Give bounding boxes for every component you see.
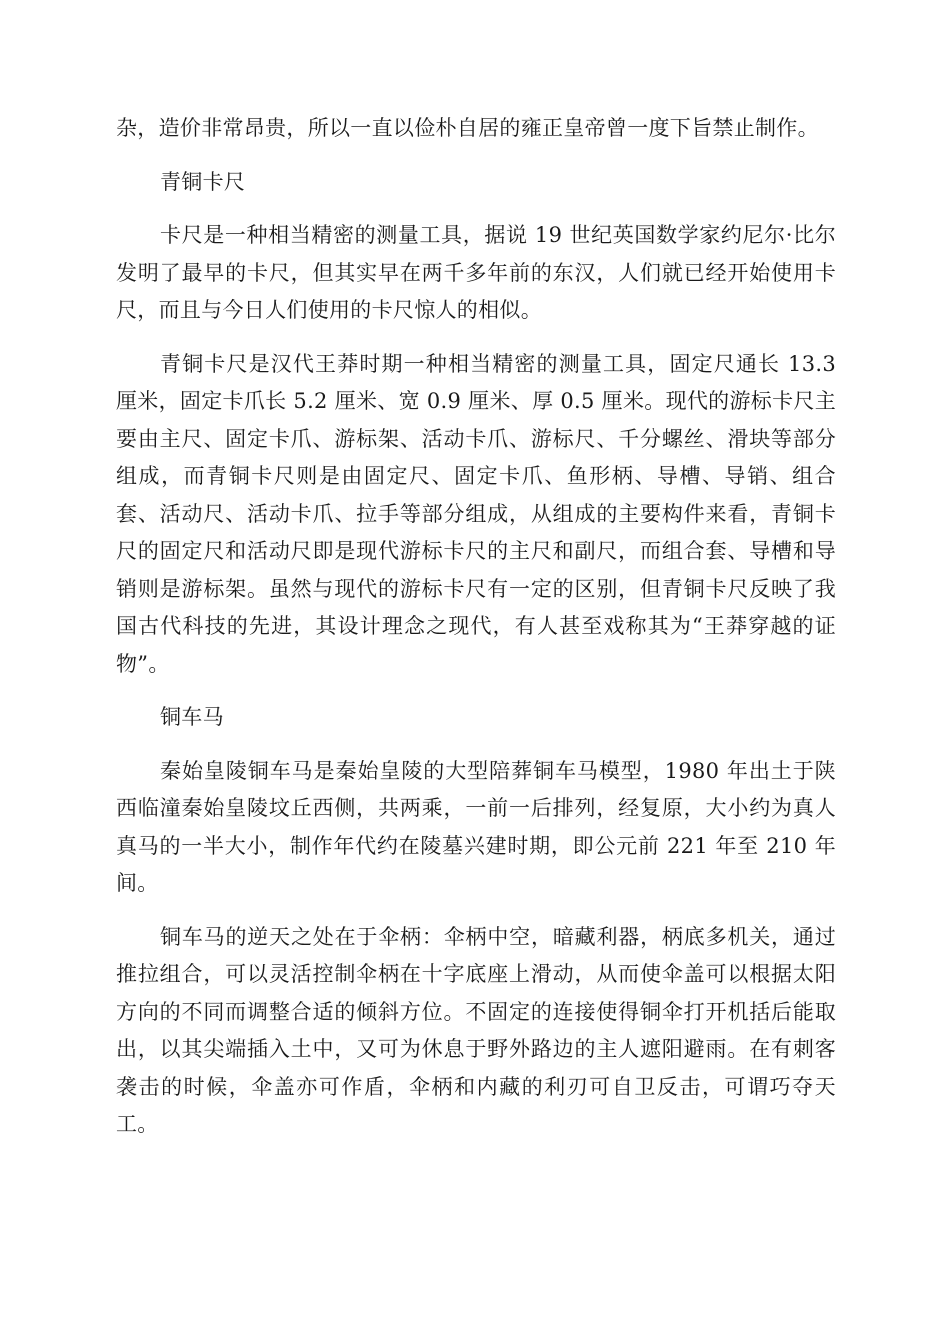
continuation-paragraph: 杂，造价非常昂贵，所以一直以俭朴自居的雍正皇帝曾一度下旨禁止制作。 <box>116 116 819 140</box>
paragraph-caliper-intro: 卡尺是一种相当精密的测量工具，据说 19 世纪英国数学家约尼尔·比尔发明了最早的卡尺，但其实早在两千多年前的东汉，人们就已经开始使用卡尺，而且与今日人们使用的卡尺惊人的相似。 <box>116 223 836 322</box>
paragraph-chariot-umbrella: 铜车马的逆天之处在于伞柄：伞柄中空，暗藏利器，柄底多机关，通过推拉组合，可以灵活控制伞柄在十字底座上滑动，从而使伞盖可以根据太阳方向的不同而调整合适的倾斜方位。不固定的连接使得铜伞打开机括后能取出，以其尖端插入土中，又可为休息于野外路边的主人遮阳避雨。在有刺客袭击的时候，伞盖亦可作盾，伞柄和内藏的利刃可自卫反击，可谓巧夺天工。 <box>116 924 836 1136</box>
section-heading-bronze-caliper: 青铜卡尺 <box>160 169 246 194</box>
document-body <box>116 110 836 1160</box>
paragraph-caliper-detail: 青铜卡尺是汉代王莽时期一种相当精密的测量工具，固定尺通长 13.3 厘米，固定卡爪长 5.2 厘米、宽 0.9 厘米、厚 0.5 厘米。现代的游标卡尺主要由主尺、固定卡爪、游标架、活动卡爪、游标尺、千分螺丝、滑块等部分组成，而青铜卡尺则是由固定尺、固定卡爪、鱼形柄、导槽、导销、组合套、活动尺、活动卡爪、拉手等部分组成，从组成的主要构件来看，青铜卡尺的固定尺和活动尺即是现代游标卡尺的主尺和副尺，而组合套、导槽和导销则是游标架。虽然与现代的游标卡尺有一定的区别，但青铜卡尺反映了我国古代科技的先进，其设计理念之现代，有人甚至戏称其为“王莽穿越的证物”。 <box>116 351 836 676</box>
paragraph-chariot-intro: 秦始皇陵铜车马是秦始皇陵的大型陪葬铜车马模型，1980 年出土于陕西临潼秦始皇陵坟丘西侧，共两乘，一前一后排列，经复原，大小约为真人真马的一半大小，制作年代约在陵墓兴建时期，即公元前 221 年至 210 年间。 <box>116 758 836 895</box>
section-heading-bronze-chariot: 铜车马 <box>160 705 224 729</box>
